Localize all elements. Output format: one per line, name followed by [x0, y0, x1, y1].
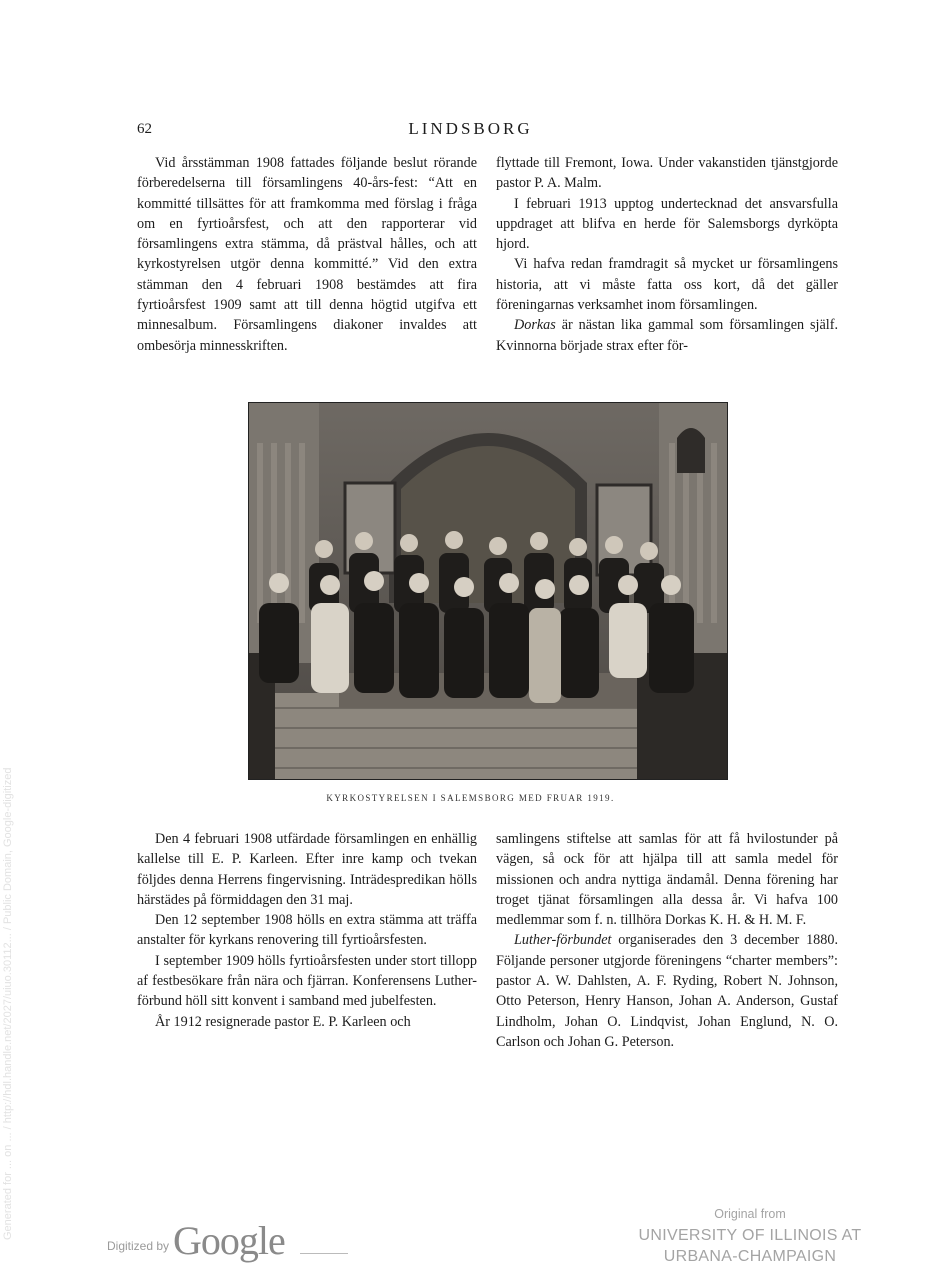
digitized-by-label: [107, 1217, 285, 1264]
institution-line-2: URBANA-CHAMPAIGN: [663, 1248, 837, 1265]
paragraph: I september 1909 hölls fyrtioårsfesten under stort tillopp af festbesökare från nära och fjärran. Konferensens Luther-förbund höll sitt konvent i samband med jubelfesten.: [137, 952, 477, 1010]
society-name: Dorkas: [514, 317, 556, 334]
paragraph: samlingens stiftelse att samlas för att få hvilostunder på vägen, så ock för att hjälpa till att samla medel för missionen och andra nyttiga ändamål. Denna förening har troget tjänat församlingen alla dessa år. Vi hafva 100 medlemmar som f. n. tillhöra Dorkas K. H. & H. M. F.: [496, 831, 838, 929]
right-column-top: [496, 153, 838, 356]
paragraph: I februari 1913 upptog undertecknad det ansvarsfulla uppdraget att blifva en herde för Salemsborgs dyrköpta hjord.: [496, 195, 838, 253]
paragraph: Vi hafva redan framdragit så mycket ur församlingens historia, att vi måste fatta oss kort, då det gäller föreningarnas verksamhet inom församlingen.: [496, 256, 838, 314]
logo-underline: [300, 1253, 348, 1254]
institution-line-1: UNIVERSITY OF ILLINOIS AT: [638, 1227, 862, 1244]
group-photo: [248, 402, 728, 780]
original-from-block: [600, 1207, 900, 1267]
photo-caption: KYRKOSTYRELSEN I SALEMSBORG MED FRUAR 1919.: [326, 793, 615, 803]
society-name: Luther-förbundet: [514, 932, 612, 949]
scan-watermark: Generated for ... on ... / http://hdl.handle.net/2027/uiuo.30112... / Public Domain, Google-digitized: [2, 767, 14, 1240]
paragraph-text: är nästan lika gammal som församlingen själf. Kvinnorna började strax efter för-: [496, 317, 838, 354]
paragraph-text: organiserades den 3 december 1880. Följande personer utgjorde föreningens “charter members”: pastor A. W. Dahlsten, A. F. Ryding, Robert N. Johnson, Otto Peterson, Henry Hanson, Johan A. Anderson, Gustaf Lindholm, Johan O. Lindqvist, Johan Englund, N. O. Carlson och Johan G. Peterson.: [496, 932, 838, 1050]
right-column-bottom: [496, 829, 838, 1052]
paragraph: flyttade till Fremont, Iowa. Under vakanstiden tjänstgjorde pastor P. A. Malm.: [496, 155, 838, 192]
paragraph: Vid årsstämman 1908 fattades följande beslut rörande förberedelserna till församlingens 40-års-fest: “Att en kommitté tillsättes för att framkomma med förslag i fråga om en fyrtioårsfest, och att den rapporterar vid församlingens extra stämma, då prästval hålles, och att kyrkostyrelsen utgör denna kommitté.” Vid den extra stämman den 4 februari 1908 bestämdes att fira fyrtioårsfest 1909 samt att till denna högtid utgifva ett minnesalbum. Församlingens diakoner invaldes att ombesörja minnesskriften.: [137, 155, 477, 354]
google-logo: Google: [173, 1218, 285, 1263]
paragraph: År 1912 resignerade pastor E. P. Karleen och: [155, 1013, 411, 1030]
paragraph: [496, 930, 838, 1052]
group-photo-image: [249, 403, 727, 779]
digitized-label: Digitized by: [107, 1239, 170, 1253]
left-column-bottom: [137, 829, 477, 1032]
running-head-title: LINDSBORG: [408, 119, 533, 138]
paragraph: Den 4 februari 1908 utfärdade församlingen en enhällig kallelse till E. P. Karleen. Efter inre kamp och tvekan följdes denna Herrens fingervisning. Inträdespredikan hölls härstädes på förmiddagen den 31 maj.: [137, 831, 477, 908]
paragraph: [496, 315, 838, 356]
original-from-label: Original from: [714, 1207, 786, 1221]
left-column-top: [137, 153, 477, 356]
page-number: 62: [137, 121, 152, 137]
paragraph: Den 12 september 1908 hölls en extra stämma att träffa anstalter för kyrkans renovering till fyrtioårsfesten.: [137, 912, 477, 949]
